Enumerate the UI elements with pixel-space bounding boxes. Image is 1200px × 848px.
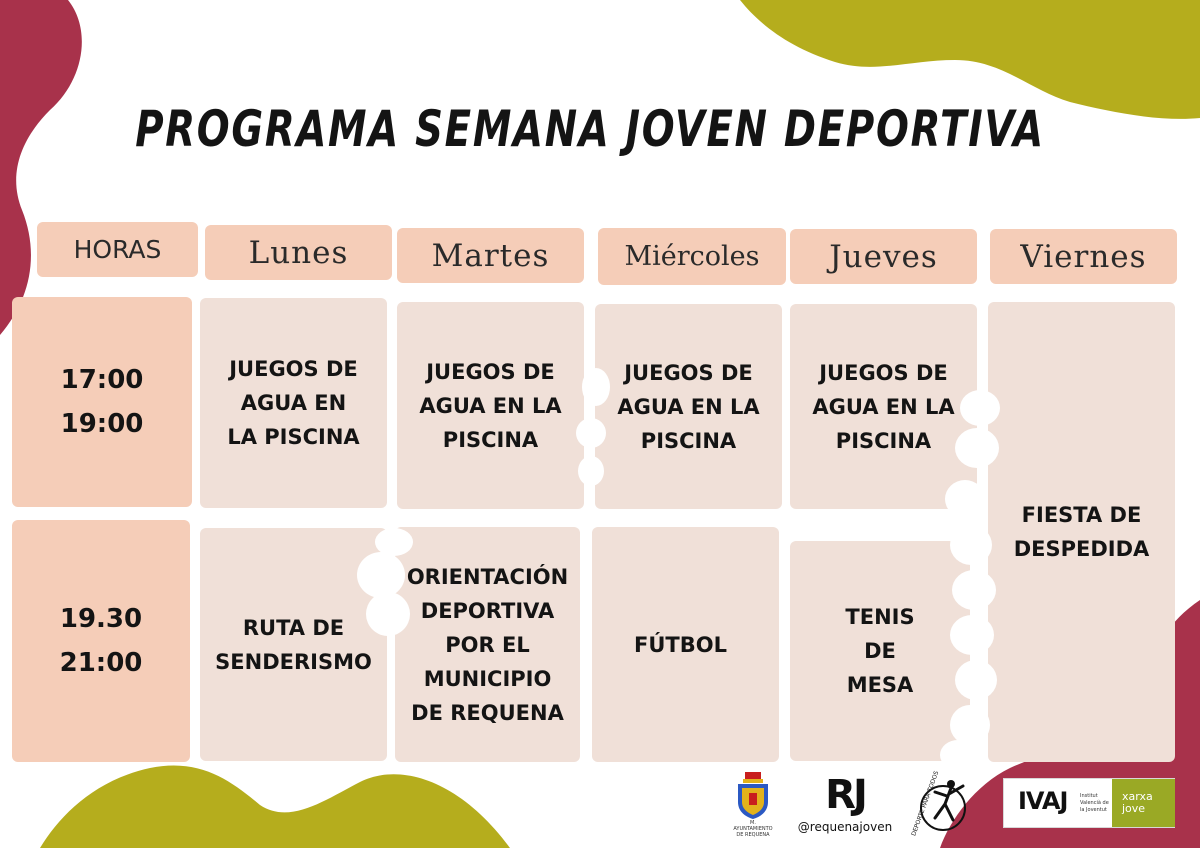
header-lunes: Lunes (205, 225, 392, 280)
header-miercoles: Miércoles (598, 228, 786, 285)
cell-miercoles-2: FÚTBOL (592, 527, 779, 762)
rj-letters: RJ (825, 772, 865, 818)
cell-miercoles-1: JUEGOS DE AGUA EN LA PISCINA (595, 304, 782, 509)
cell-lunes-2: RUTA DE SENDERISMO (200, 528, 387, 761)
cell-martes-2: ORIENTACIÓN DEPORTIVA POR EL MUNICIPIO DE REQUENA (395, 527, 580, 762)
cell-lunes-1: JUEGOS DE AGUA EN LA PISCINA (200, 298, 387, 508)
xarxa-jove-badge (1112, 779, 1175, 827)
wave-decoration (357, 552, 405, 598)
cell-jueves-1: JUEGOS DE AGUA EN LA PISCINA (790, 304, 977, 509)
wave-decoration (955, 660, 997, 700)
wave-decoration (578, 456, 604, 486)
deporte-logo (905, 770, 975, 840)
olive-blob-bottom-left (40, 760, 510, 848)
wave-decoration (582, 368, 610, 406)
wave-decoration (940, 740, 976, 770)
ivaj-subtitle: Institut Valencià de la Joventut (1080, 793, 1109, 813)
requena-joven-logo (795, 772, 895, 838)
maroon-blob-top-left (0, 0, 100, 340)
header-jueves: Jueves (790, 229, 977, 284)
time-slot-1-end: 19:00 (60, 409, 144, 439)
ivaj-logo (1003, 778, 1175, 828)
wave-decoration (576, 418, 606, 448)
rj-handle: @requenajoven (797, 820, 893, 834)
time-slot-1 (12, 297, 192, 507)
wave-decoration (366, 592, 410, 636)
page-title: PROGRAMA SEMANA JOVEN DEPORTIVA (135, 100, 1045, 158)
ivaj-name: IVAJ (1018, 787, 1068, 815)
wave-decoration (955, 428, 999, 468)
header-horas: HORAS (37, 222, 198, 277)
time-slot-1-start: 17:00 (60, 365, 144, 395)
coat-of-arms-icon (730, 770, 776, 820)
time-slot-2-start: 19.30 (59, 604, 143, 634)
xarxa-line-2: jove (1122, 802, 1146, 815)
header-martes: Martes (397, 228, 584, 283)
cell-martes-1: JUEGOS DE AGUA EN LA PISCINA (397, 302, 584, 509)
ayuntamiento-text: M. AYUNTAMIENTO DE REQUENA (733, 820, 773, 838)
cell-viernes: FIESTA DE DESPEDIDA (988, 302, 1175, 762)
ayuntamiento-logo (730, 770, 776, 836)
time-slot-2-end: 21:00 (59, 648, 143, 678)
wave-decoration (952, 570, 996, 610)
cell-jueves-2: TENIS DE MESA (790, 541, 970, 761)
time-slot-2 (12, 520, 190, 762)
header-viernes: Viernes (990, 229, 1177, 284)
wave-decoration (950, 525, 992, 565)
wave-decoration (950, 705, 990, 745)
wave-decoration (960, 390, 1000, 426)
wave-decoration (950, 615, 994, 655)
xarxa-line-1: xarxa (1122, 790, 1153, 803)
deporte-text: DEPORTE PARA TODOS (910, 770, 941, 837)
wave-decoration (945, 480, 985, 518)
